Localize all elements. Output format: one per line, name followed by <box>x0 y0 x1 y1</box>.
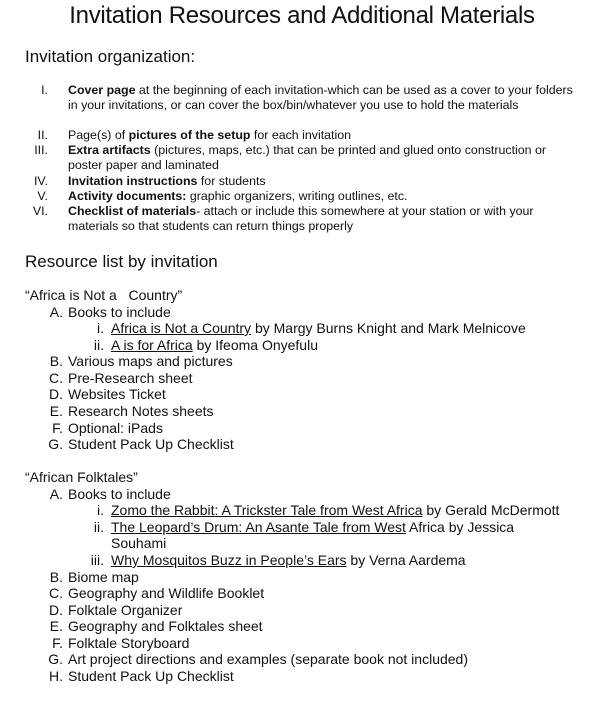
item-text: Invitation instructions for students <box>68 174 266 188</box>
roman-numeral: IV. <box>33 174 48 188</box>
book-text: The Leopard’s Drum: An Asante Tale from West Africa by Jessica <box>111 519 515 535</box>
item-text: Cover page at the beginning of each invitation-which can be used as a cover to your folders in your invitations, or can cover the box/bin/whatever you use to hold the materials <box>68 83 573 112</box>
item-text: Folktale Storyboard <box>68 635 190 651</box>
item-letter: E. <box>49 618 63 634</box>
item-letter: D. <box>49 602 63 618</box>
roman-numeral: ii. <box>93 519 104 535</box>
item-text: Art project directions and examples (separate book not included) <box>68 651 468 667</box>
item-text: Biome map <box>68 569 139 585</box>
item-letter: E. <box>49 403 63 419</box>
book-title: The Leopard’s Drum: An Asante Tale from West <box>111 519 406 535</box>
book-text: Africa is Not a Country by Margy Burns Knight and Mark Melnicove <box>111 320 526 336</box>
book-text: A is for Africa by Ifeoma Onyefulu <box>111 337 318 353</box>
book-text-continuation: Souhami <box>111 535 167 551</box>
roman-numeral: III. <box>34 143 48 157</box>
roman-numeral: i. <box>97 320 104 336</box>
item-letter: G. <box>48 436 63 452</box>
book-text: Why Mosquitos Buzz in People’s Ears by Verna Aardema <box>111 552 466 568</box>
roman-numeral: iii. <box>90 552 104 568</box>
roman-numeral: ii. <box>93 337 104 353</box>
invitation-title-africa: “Africa is Not a Country” <box>25 287 183 303</box>
book-title: Why Mosquitos Buzz in People’s Ears <box>111 552 347 568</box>
item-letter: H. <box>49 668 63 684</box>
roman-numeral: II. <box>37 128 48 142</box>
item-letter: C. <box>49 585 63 601</box>
item-letter: B. <box>49 353 63 369</box>
item-text: Geography and Folktales sheet <box>68 618 263 634</box>
item-letter: G. <box>48 651 63 667</box>
item-text: Books to include <box>68 486 171 502</box>
item-letter: C. <box>49 370 63 386</box>
invitation-title-folktales: “African Folktales” <box>25 469 138 485</box>
item-text: Research Notes sheets <box>68 403 214 419</box>
roman-numeral: I. <box>41 83 48 97</box>
item-text: Folktale Organizer <box>68 602 183 618</box>
item-text: Student Pack Up Checklist <box>68 436 234 452</box>
item-text: Page(s) of pictures of the setup for each invitation <box>68 128 352 142</box>
item-letter: B. <box>49 569 63 585</box>
book-title: Africa is Not a Country <box>111 320 252 336</box>
item-text: Student Pack Up Checklist <box>68 668 234 684</box>
item-text: Geography and Wildlife Booklet <box>68 585 265 601</box>
roman-numeral: V. <box>37 189 48 203</box>
book-title: A is for Africa <box>111 337 193 353</box>
item-text: Extra artifacts (pictures, maps, etc.) that can be printed and glued onto construction or poster paper and laminated <box>68 143 547 172</box>
roman-numeral: VI. <box>32 204 48 218</box>
item-letter: A. <box>49 304 63 320</box>
item-text: Pre-Research sheet <box>68 370 193 386</box>
item-text: Optional: iPads <box>68 420 163 436</box>
item-letter: D. <box>49 386 63 402</box>
item-text: Activity documents: graphic organizers, writing outlines, etc. <box>68 189 408 203</box>
item-text: Websites Ticket <box>68 386 166 402</box>
item-text: Books to include <box>68 304 171 320</box>
organization-heading: Invitation organization: <box>25 47 196 66</box>
item-letter: A. <box>49 486 63 502</box>
item-text: Checklist of materials- attach or include this somewhere at your station or with your materials so that students can return things properly <box>68 204 534 233</box>
roman-numeral: i. <box>97 502 104 518</box>
item-text: Various maps and pictures <box>68 353 233 369</box>
page-title: Invitation Resources and Additional Materials <box>69 2 535 29</box>
item-letter: F. <box>52 635 63 651</box>
item-letter: F. <box>52 420 63 436</box>
book-title: Zomo the Rabbit: A Trickster Tale from West Africa <box>111 502 423 518</box>
resource-heading: Resource list by invitation <box>25 252 218 271</box>
book-text: Zomo the Rabbit: A Trickster Tale from West Africa by Gerald McDermott <box>111 502 560 518</box>
